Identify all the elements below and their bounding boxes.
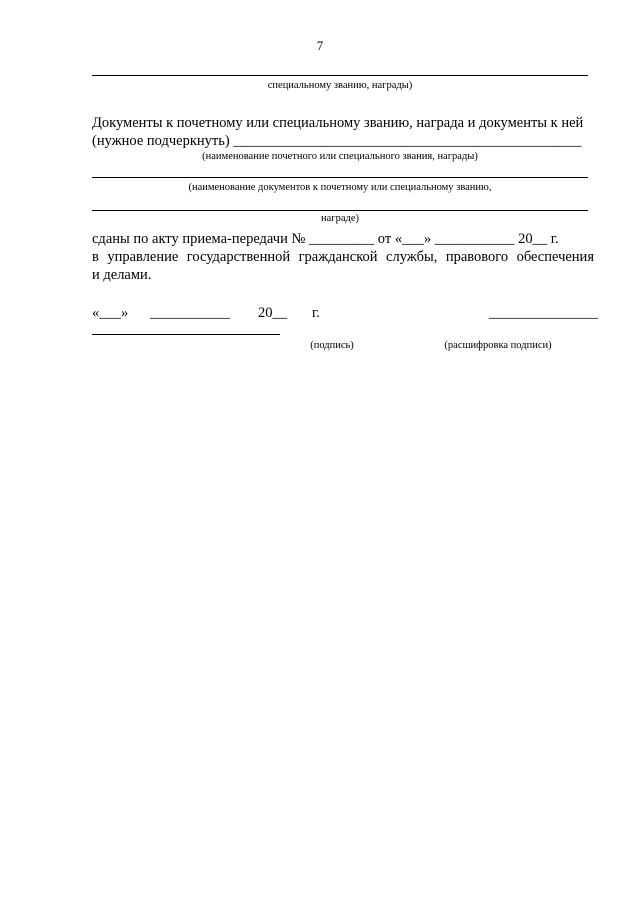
transfer-line-3: и делами. (92, 267, 152, 283)
signature-caption: (подпись) (310, 340, 354, 351)
signature-blank: _______________ (489, 305, 598, 321)
date-year: 20__ (258, 305, 287, 321)
transfer-line-2: в управление государственной гражданской службы, правового обеспечения (92, 249, 594, 265)
documents-line-1: Документы к почетному или специальному званию, награда и документы к ней (92, 115, 584, 131)
documents-caption-tail: награде) (321, 213, 359, 224)
documents-line-2: (нужное подчеркнуть) ________________________________________________ (92, 133, 582, 149)
documents-rule-2 (92, 210, 588, 211)
title-caption: (наименование почетного или специального звания, награды) (202, 151, 478, 162)
documents-rule-1 (92, 177, 588, 178)
top-rule (92, 75, 588, 76)
signature-rule (92, 334, 280, 335)
page-number: 7 (316, 38, 324, 53)
date-day: «___» (92, 305, 129, 321)
decoding-caption: (расшифровка подписи) (444, 340, 552, 351)
date-year-suffix: г. (312, 305, 320, 321)
date-month: ___________ (150, 305, 230, 321)
header-caption: специальному званию, награды) (267, 80, 413, 91)
documents-caption: (наименование документов к почетному или специальному званию, (188, 182, 492, 193)
transfer-line-1: сданы по акту приема-передачи № _________ от «___» ___________ 20__ г. (92, 231, 559, 247)
